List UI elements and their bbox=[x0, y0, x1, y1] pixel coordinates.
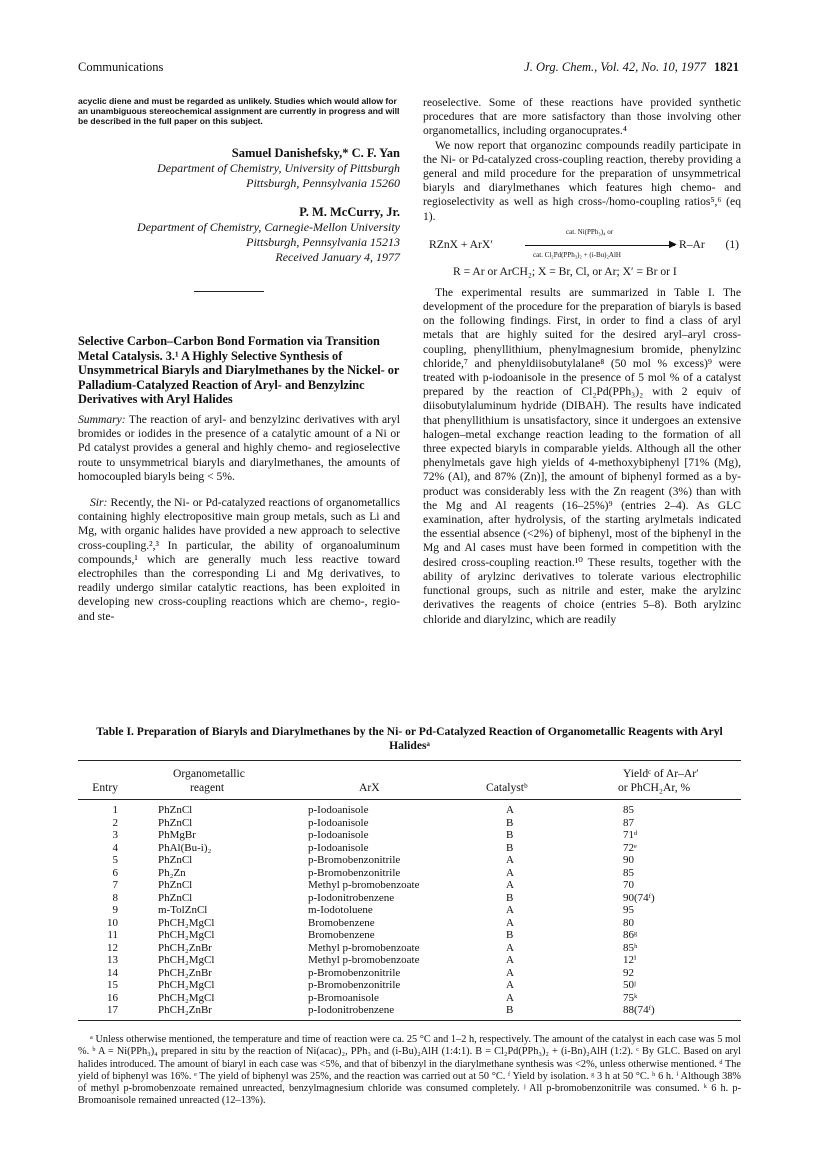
author-affiliation-line: Pittsburgh, Pennsylvania 15213 bbox=[246, 235, 400, 249]
body-paragraph: We now report that organozinc compounds readily participate in the Ni- or Pd-catalyzed cross-coupling reaction, thereby providing a general and mild procedure for the preparation of unsymmetrical biaryls and diarylmethanes which features high chemo- and regioselectivity as well as high cross-/homo-coupling ratios⁵,⁶ (eq 1). bbox=[423, 138, 741, 223]
cell-arx: p-Bromobenzonitrile bbox=[308, 866, 401, 879]
cell-catalyst: A bbox=[506, 879, 514, 891]
cell-reagent: PhZnCl bbox=[158, 804, 193, 816]
cell-catalyst: A bbox=[506, 904, 514, 916]
cell-catalyst: B bbox=[506, 816, 514, 829]
reaction-arrowhead: ▶ bbox=[669, 238, 677, 250]
cell-entry: 12 bbox=[107, 941, 118, 954]
cell-reagent: PhCH₂ZnBr bbox=[158, 966, 212, 979]
table-row bbox=[78, 917, 741, 930]
table-row bbox=[78, 804, 741, 817]
cell-reagent: Ph₂Zn bbox=[158, 866, 186, 879]
cell-arx: p-Iodoanisole bbox=[308, 829, 369, 841]
author-block-2 bbox=[78, 205, 400, 265]
cell-arx: Methyl p-bromobenzoate bbox=[308, 954, 420, 966]
cell-arx: Methyl p-bromobenzoate bbox=[308, 879, 420, 891]
cell-yield: 85 bbox=[623, 866, 634, 879]
cell-arx: p-Iodoanisole bbox=[308, 804, 369, 816]
cell-yield: 86ᵍ bbox=[623, 929, 638, 941]
table-row bbox=[78, 817, 741, 830]
reaction-arrow bbox=[525, 245, 675, 246]
table-row bbox=[78, 967, 741, 980]
header-entry: Entry bbox=[92, 781, 118, 794]
article-title: Selective Carbon–Carbon Bond Formation via Transition Metal Catalysis. 3.¹ A Highly Selective Synthesis of Unsymmetrical Biaryls and Diarylmethanes by the Nickel- or Palladium-Catalyzed Reaction of Aryl- and Benzylzinc Derivatives with Aryl Halides bbox=[78, 334, 400, 407]
summary-lead: Summary: bbox=[78, 412, 126, 426]
cell-entry: 6 bbox=[112, 866, 118, 879]
table-row bbox=[78, 942, 741, 955]
cell-arx: m-Iodotoluene bbox=[308, 904, 373, 916]
cell-entry: 2 bbox=[112, 816, 118, 829]
cell-entry: 5 bbox=[112, 854, 118, 866]
author-block-1 bbox=[78, 146, 400, 191]
cell-catalyst: A bbox=[506, 991, 514, 1004]
cell-reagent: PhZnCl bbox=[158, 854, 193, 866]
table-body bbox=[78, 800, 741, 1017]
cell-yield: 70 bbox=[623, 879, 634, 891]
cell-catalyst: B bbox=[506, 829, 514, 841]
cell-reagent: PhMgBr bbox=[158, 829, 196, 841]
equation-1 bbox=[423, 227, 741, 286]
table-row bbox=[78, 829, 741, 842]
cell-arx: Bromobenzene bbox=[308, 929, 375, 941]
cell-catalyst: A bbox=[506, 966, 514, 979]
cell-entry: 7 bbox=[112, 879, 118, 891]
cell-entry: 16 bbox=[107, 991, 118, 1004]
author-name: Samuel Danishefsky,* C. F. Yan bbox=[231, 146, 400, 160]
cell-arx: Methyl p-bromobenzoate bbox=[308, 941, 420, 954]
left-column bbox=[78, 96, 400, 624]
cell-catalyst: A bbox=[506, 916, 514, 929]
author-name: P. M. McCurry, Jr. bbox=[299, 205, 400, 219]
sir-lead: Sir: bbox=[90, 495, 108, 509]
cell-yield: 85ʰ bbox=[623, 941, 638, 954]
cell-reagent: PhCH₂ZnBr bbox=[158, 1004, 212, 1016]
body-paragraph: reoselective. Some of these reactions have provided synthetic procedures that are more satisfactory than those involving other organometallics, including organocuprates.⁴ bbox=[423, 96, 741, 138]
cell-catalyst: A bbox=[506, 954, 514, 966]
author-affiliation-line: Department of Chemistry, University of Pittsburgh bbox=[157, 161, 400, 175]
cell-yield: 85 bbox=[623, 804, 634, 816]
footnote-text: ᵃ Unless otherwise mentioned, the temperature and time of reaction were ca. 25 °C and 1–2 h, respectively. The amount of the catalyst in each case was 5 mol %. ᵇ A = Ni(PPh₃)₄ prepared in situ by the reaction of Ni(acac)₂, PPh₃ and (i-Bu)₂AlH (1:4:1). B = Cl₂Pd(PPh₃)₂ + (i-Bn)₂AlH (1:2). ᶜ By GLC. Based on aryl halides introduced. The amount of biaryl in each case was <5%, and that of bibenzyl in the diarylmethane synthesis was <2%, unless otherwise mentioned. ᵈ The yield of biphenyl was 16%. ᵉ The yield of biphenyl was 25%, and the reaction was carried out at 50 °C. ᶠ Yield by isolation. ᵍ 3 h at 50 °C. ʰ 6 h. ⁱ Although 38% of methyl p-bromobenzoate remained unreacted, benzylmagnesium chloride was consumed completely. ʲ All p-bromobenzonitrile was consumed. ᵏ 6 h. p-Bromoanisole remained unreacted (12–13%). bbox=[78, 1034, 741, 1107]
cell-catalyst: B bbox=[506, 1004, 514, 1016]
cell-reagent: PhZnCl bbox=[158, 879, 193, 891]
cell-entry: 3 bbox=[112, 829, 118, 841]
header-reagent-line1: Organometallic bbox=[173, 767, 245, 780]
header-yield-line1: Yieldᶜ of Ar–Ar′ bbox=[623, 767, 699, 780]
cell-catalyst: B bbox=[506, 841, 514, 854]
cell-entry: 9 bbox=[112, 904, 118, 916]
summary-text: The reaction of aryl- and benzylzinc derivatives with aryl bromides or iodides in the presence of a catalytic amount of a Ni or Pd catalyst provides a general and highly chemo- and regioselective route to unsymmetrical biaryls and diarylmethanes, the amounts of homocoupled biaryls being < 5%. bbox=[78, 412, 400, 483]
equation-catalyst-above: cat. Ni(PPh₃)₄ or bbox=[566, 227, 614, 236]
cell-entry: 14 bbox=[107, 966, 118, 979]
cell-entry: 17 bbox=[107, 1004, 118, 1016]
cell-arx: p-Iodoanisole bbox=[308, 816, 369, 829]
header-yield-line2: or PhCH₂Ar, % bbox=[618, 781, 691, 794]
equation-reactants: RZnX + ArX′ bbox=[429, 237, 493, 251]
table-row bbox=[78, 867, 741, 880]
author-affiliation-line: Department of Chemistry, Carnegie-Mellon University bbox=[137, 220, 400, 234]
running-header-journal bbox=[524, 60, 739, 75]
table-caption: Table I. Preparation of Biaryls and Diarylmethanes by the Ni- or Pd-Catalyzed Reaction of Organometallic Reagents with Aryl Halidesᵃ bbox=[96, 725, 723, 752]
sir-paragraph bbox=[78, 496, 400, 624]
cell-arx: p-Bromobenzonitrile bbox=[308, 854, 401, 866]
cell-entry: 10 bbox=[107, 916, 118, 929]
cell-entry: 4 bbox=[112, 841, 118, 854]
cell-reagent: PhZnCl bbox=[158, 816, 193, 829]
equation-product: R–Ar bbox=[679, 237, 705, 251]
cell-yield: 72ᵉ bbox=[623, 841, 637, 854]
header-catalyst: Catalystᵇ bbox=[486, 781, 528, 794]
journal-citation: J. Org. Chem., Vol. 42, No. 10, 1977 bbox=[524, 60, 706, 74]
cell-yield: 80 bbox=[623, 916, 634, 929]
cell-arx: p-Bromobenzonitrile bbox=[308, 979, 401, 991]
cell-reagent: PhCH₂MgCl bbox=[158, 916, 215, 929]
table-row bbox=[78, 842, 741, 855]
table-row bbox=[78, 992, 741, 1005]
cell-yield: 50ʲ bbox=[623, 979, 636, 991]
cell-entry: 8 bbox=[112, 891, 118, 904]
cell-catalyst: A bbox=[506, 804, 514, 816]
cell-yield: 88(74ᶠ) bbox=[623, 1004, 655, 1016]
author-affiliation-line: Pittsburgh, Pennsylvania 15260 bbox=[246, 176, 400, 190]
cell-catalyst: A bbox=[506, 941, 514, 954]
cell-catalyst: A bbox=[506, 866, 514, 879]
table-row bbox=[78, 892, 741, 905]
cell-reagent: PhAl(Bu-i)₂ bbox=[158, 841, 212, 854]
table-row bbox=[78, 979, 741, 992]
summary-paragraph bbox=[78, 413, 400, 484]
previous-article-fine-print: acyclic diene and must be regarded as unlikely. Studies which would allow for an unambiguous stereochemical assignment are currently in progress and will be described in the full paper on this subject. bbox=[78, 96, 400, 126]
cell-catalyst: B bbox=[506, 929, 514, 941]
cell-yield: 87 bbox=[623, 816, 634, 829]
received-date: Received January 4, 1977 bbox=[275, 250, 400, 264]
cell-catalyst: B bbox=[506, 891, 514, 904]
cell-arx: p-Iodonitrobenzene bbox=[308, 891, 395, 904]
table-row bbox=[78, 1004, 741, 1017]
equation-number: (1) bbox=[725, 237, 739, 251]
table-row bbox=[78, 954, 741, 967]
cell-reagent: PhCH₂ZnBr bbox=[158, 941, 212, 954]
table-row bbox=[78, 929, 741, 942]
cell-reagent: PhCH₂MgCl bbox=[158, 929, 215, 941]
cell-reagent: PhCH₂MgCl bbox=[158, 954, 215, 966]
table-row bbox=[78, 854, 741, 867]
header-reagent-line2: reagent bbox=[190, 781, 225, 794]
equation-catalyst-below: cat. Cl₂Pd(PPh₃)₂ + (i-Bu)₂AlH bbox=[533, 250, 621, 259]
cell-reagent: PhZnCl bbox=[158, 891, 193, 904]
cell-catalyst: A bbox=[506, 979, 514, 991]
cell-reagent: PhCH₂MgCl bbox=[158, 991, 215, 1004]
equation-definitions: R = Ar or ArCH₂; X = Br, Cl, or Ar; X′ = Br or I bbox=[453, 264, 677, 278]
cell-entry: 13 bbox=[107, 954, 118, 966]
cell-yield: 90 bbox=[623, 854, 634, 866]
cell-yield: 95 bbox=[623, 904, 634, 916]
cell-arx: p-Bromobenzonitrile bbox=[308, 966, 401, 979]
cell-yield: 75ᵏ bbox=[623, 991, 638, 1004]
cell-yield: 12ⁱ bbox=[623, 954, 637, 966]
sir-text: Recently, the Ni- or Pd-catalyzed reactions of organometallics containing highly electropositive main group metals, such as Li and Mg, with organic halides have provided a new approach to selective cross-coupling.²,³ In particular, the ability of organoaluminum compounds,¹ which are generally much less reactive toward electrophiles than the corresponding Li and Mg derivatives, to readily undergo similar catalytic reactions, has been exploited in developing new cross-coupling reactions which are chemo-, regio- and ste- bbox=[78, 495, 400, 623]
cell-yield: 92 bbox=[623, 966, 634, 979]
header-arx: ArX bbox=[359, 781, 380, 794]
table-footnotes bbox=[78, 1034, 741, 1108]
cell-arx: p-Iodonitrobenzene bbox=[308, 1004, 395, 1016]
cell-entry: 15 bbox=[107, 979, 118, 991]
table-bottom-rule bbox=[78, 1020, 741, 1021]
table-row bbox=[78, 879, 741, 892]
cell-yield: 71ᵈ bbox=[623, 829, 638, 841]
table-header bbox=[78, 761, 741, 799]
article-separator-rule bbox=[194, 291, 264, 292]
body-paragraph: The experimental results are summarized in Table I. The development of the procedure for the preparation of biaryls is based on the following findings. First, in order to find a class of aryl metals that are highly suited for the desired aryl–aryl cross-coupling, phenyllithium, phenylmagnesium bromide, phenylzinc chloride,⁷ and phenyldiisobutylalane⁸ (50 mol % excess)⁹ were treated with p-iodoanisole in the presence of 5 mol % of a catalyst prepared by the reaction of Cl₂Pd(PPh₃)₂ with 2 equiv of diisobutylaluminum hydride (DIBAH). The results have indicated that phenyllithium is unsatisfactory, since it undergoes an extensive halogen–metal exchange reaction leading to the formation of all three expected biaryls in comparable yields. Although all the other phenylmetals gave high yields of 4-methoxybiphenyl [71% (Mg), 72% (Al), and 87% (Zn)], the amount of biphenyl formed as a by-product was considerably less with the Zn reagent (3%) than with the Mg and Al reagents (16–25%)⁹ (entries 2–4). As GLC examination, after hydrolysis, of the starting arylmetals indicated the essential absence (<2%) of biphenyl, most of the biphenyl in the Mg and Al cases must have been formed in competition with the desired cross-coupling reaction.¹⁰ These results, together with the ability of arylzinc derivatives to tolerate various electrophilic functional groups, such as nitrile and ester, make the arylzinc derivatives the reagents of choice (entries 5–8). Both arylzinc chloride and diarylzinc, which are readily bbox=[423, 285, 741, 626]
cell-reagent: m-TolZnCl bbox=[158, 904, 208, 916]
cell-arx: p-Bromoanisole bbox=[308, 991, 379, 1004]
cell-entry: 11 bbox=[107, 929, 118, 941]
cell-arx: Bromobenzene bbox=[308, 916, 375, 929]
results-table bbox=[78, 760, 741, 1021]
cell-reagent: PhCH₂MgCl bbox=[158, 979, 215, 991]
right-column bbox=[423, 96, 741, 627]
cell-catalyst: A bbox=[506, 854, 514, 866]
running-header-section: Communications bbox=[78, 60, 164, 74]
cell-arx: p-Iodoanisole bbox=[308, 841, 369, 854]
cell-yield: 90(74ᶠ) bbox=[623, 891, 655, 904]
table-row bbox=[78, 904, 741, 917]
page-number: 1821 bbox=[714, 60, 739, 74]
cell-entry: 1 bbox=[112, 804, 118, 816]
